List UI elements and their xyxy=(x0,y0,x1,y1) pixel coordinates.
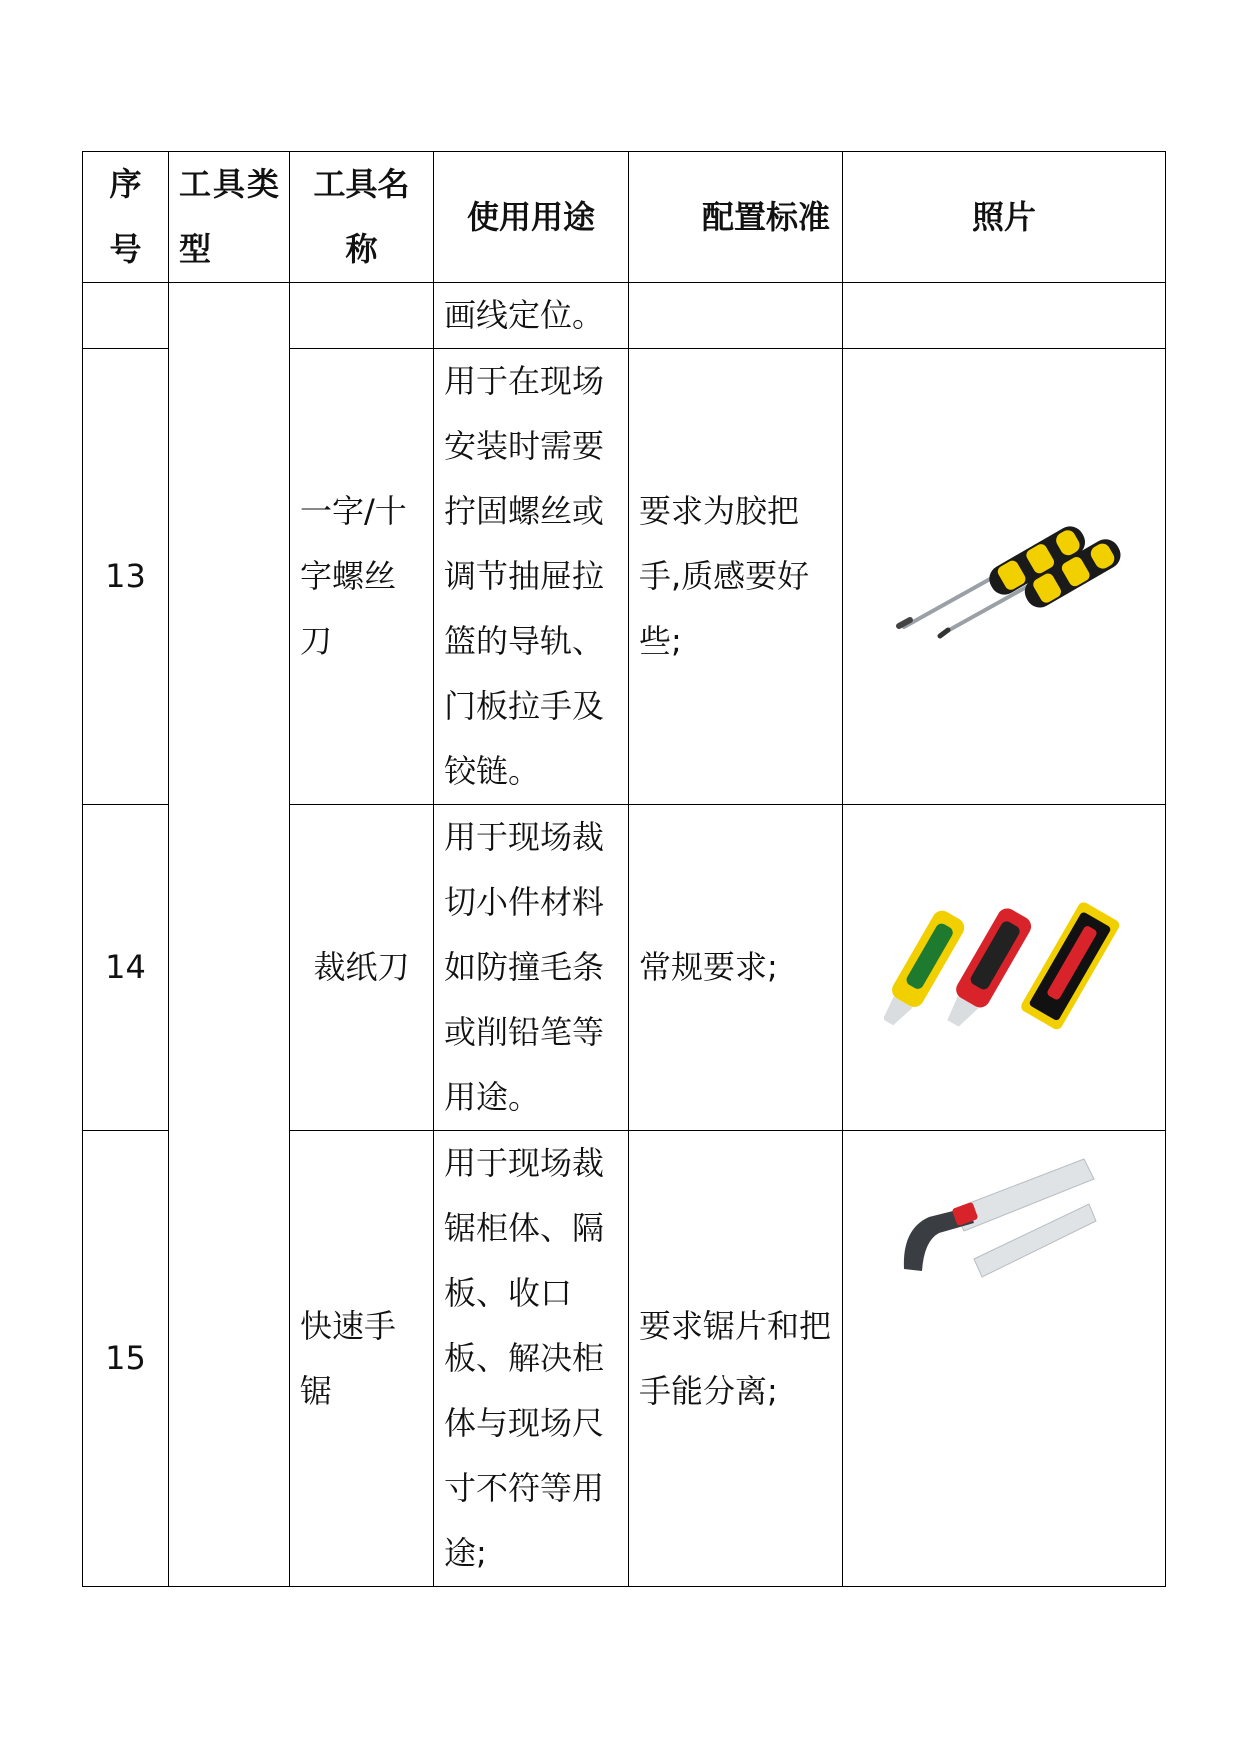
cell-photo xyxy=(843,283,1166,349)
table-row xyxy=(83,283,1166,349)
header-type: 工具类型 xyxy=(169,152,290,283)
cell-name: 裁纸刀 xyxy=(290,805,434,1131)
cell-standard xyxy=(629,283,843,349)
cell-photo xyxy=(843,349,1166,805)
utility-knife-photo xyxy=(884,898,1124,1038)
header-photo: 照片 xyxy=(843,152,1166,283)
cell-name xyxy=(290,283,434,349)
hand-saw-photo xyxy=(884,1149,1124,1299)
cell-no: 14 xyxy=(83,805,169,1131)
cell-name: 一字/十字螺丝刀 xyxy=(290,349,434,805)
cell-use: 用于现场裁锯柜体、隔板、收口板、解决柜体与现场尺寸不符等用途; xyxy=(434,1131,629,1587)
cell-use: 用于在现场安装时需要拧固螺丝或调节抽屉拉篮的导轨、门板拉手及铰链。 xyxy=(434,349,629,805)
cell-type xyxy=(169,283,290,1587)
screwdriver-photo xyxy=(884,512,1124,642)
header-no: 序号 xyxy=(83,152,169,283)
header-row xyxy=(83,152,1166,283)
cell-no: 13 xyxy=(83,349,169,805)
header-name: 工具名称 xyxy=(290,152,434,283)
cell-no xyxy=(83,283,169,349)
tool-table xyxy=(82,151,1166,1587)
header-standard: 配置标准 xyxy=(629,152,843,283)
cell-standard: 要求为胶把手,质感要好些; xyxy=(629,349,843,805)
cell-name: 快速手锯 xyxy=(290,1131,434,1587)
cell-standard: 常规要求; xyxy=(629,805,843,1131)
cell-photo xyxy=(843,805,1166,1131)
cell-photo xyxy=(843,1131,1166,1587)
cell-use: 用于现场裁切小件材料如防撞毛条或削铅笔等用途。 xyxy=(434,805,629,1131)
cell-use: 画线定位。 xyxy=(434,283,629,349)
cell-standard: 要求锯片和把手能分离; xyxy=(629,1131,843,1587)
header-use: 使用用途 xyxy=(434,152,629,283)
cell-no: 15 xyxy=(83,1131,169,1587)
